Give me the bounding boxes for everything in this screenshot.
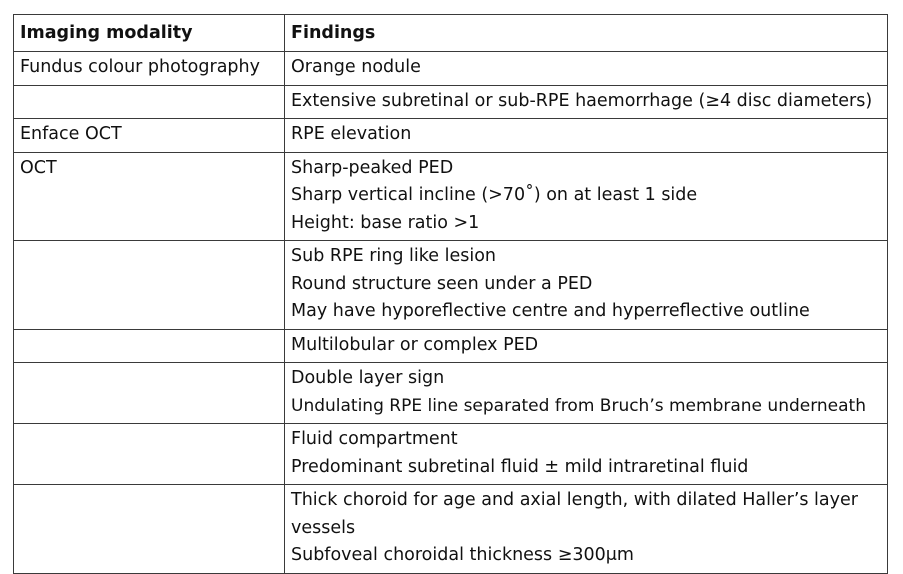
findings-cell [285, 241, 888, 330]
findings-cell [285, 52, 888, 86]
modality-cell [14, 424, 285, 485]
table-row [14, 363, 888, 424]
modality-cell [14, 85, 285, 119]
table-row [14, 329, 888, 363]
finding-text: Sharp vertical incline (>70˚) on at least 1 side [291, 185, 698, 205]
finding-text: Thick choroid for age and axial length, with dilated Haller’s layer vessels [291, 490, 858, 538]
findings-cell [285, 119, 888, 153]
modality-cell [14, 485, 285, 574]
finding-text: Predominant subretinal fluid ± mild intraretinal fluid [291, 456, 749, 477]
table-row [14, 152, 888, 241]
finding-text: Fluid compartment [291, 429, 458, 449]
table-header-row [14, 15, 888, 52]
modality-text: Fundus colour photography [20, 57, 260, 77]
finding-text: Sharp-peaked PED [291, 157, 454, 178]
finding-text: Extensive subretinal or sub-RPE haemorrhage (≥4 disc diameters) [291, 90, 873, 111]
finding-text: Sub RPE ring like lesion [291, 246, 496, 266]
table-row [14, 485, 888, 574]
modality-cell [14, 119, 285, 153]
finding-text: May have hyporeflective centre and hyperreflective outline [291, 301, 810, 321]
modality-cell [14, 152, 285, 241]
header-imaging-modality: Imaging modality [14, 15, 285, 52]
table-row [14, 119, 888, 153]
finding-text: Round structure seen under a PED [291, 273, 593, 294]
modality-cell [14, 52, 285, 86]
finding-text: RPE elevation [291, 124, 412, 144]
modality-text: OCT [20, 157, 57, 178]
findings-cell [285, 424, 888, 485]
findings-cell [285, 329, 888, 363]
imaging-findings-table [13, 14, 888, 574]
modality-cell [14, 329, 285, 363]
table-row [14, 85, 888, 119]
modality-text: Enface OCT [20, 124, 122, 144]
modality-cell [14, 241, 285, 330]
modality-cell [14, 363, 285, 424]
finding-text: Height: base ratio >1 [291, 212, 480, 233]
findings-cell [285, 485, 888, 574]
findings-cell [285, 85, 888, 119]
findings-cell [285, 152, 888, 241]
finding-text: Double layer sign [291, 368, 445, 388]
finding-text: Subfoveal choroidal thickness ≥300μm [291, 545, 634, 565]
findings-cell [285, 363, 888, 424]
finding-text: Multilobular or complex PED [291, 334, 539, 355]
finding-text: Undulating RPE line separated from Bruch’s membrane underneath [291, 395, 866, 416]
header-findings: Findings [285, 15, 888, 52]
table-row [14, 241, 888, 330]
finding-text: Orange nodule [291, 57, 421, 77]
table-row [14, 52, 888, 86]
findings-table-container [13, 14, 887, 574]
table-row [14, 424, 888, 485]
